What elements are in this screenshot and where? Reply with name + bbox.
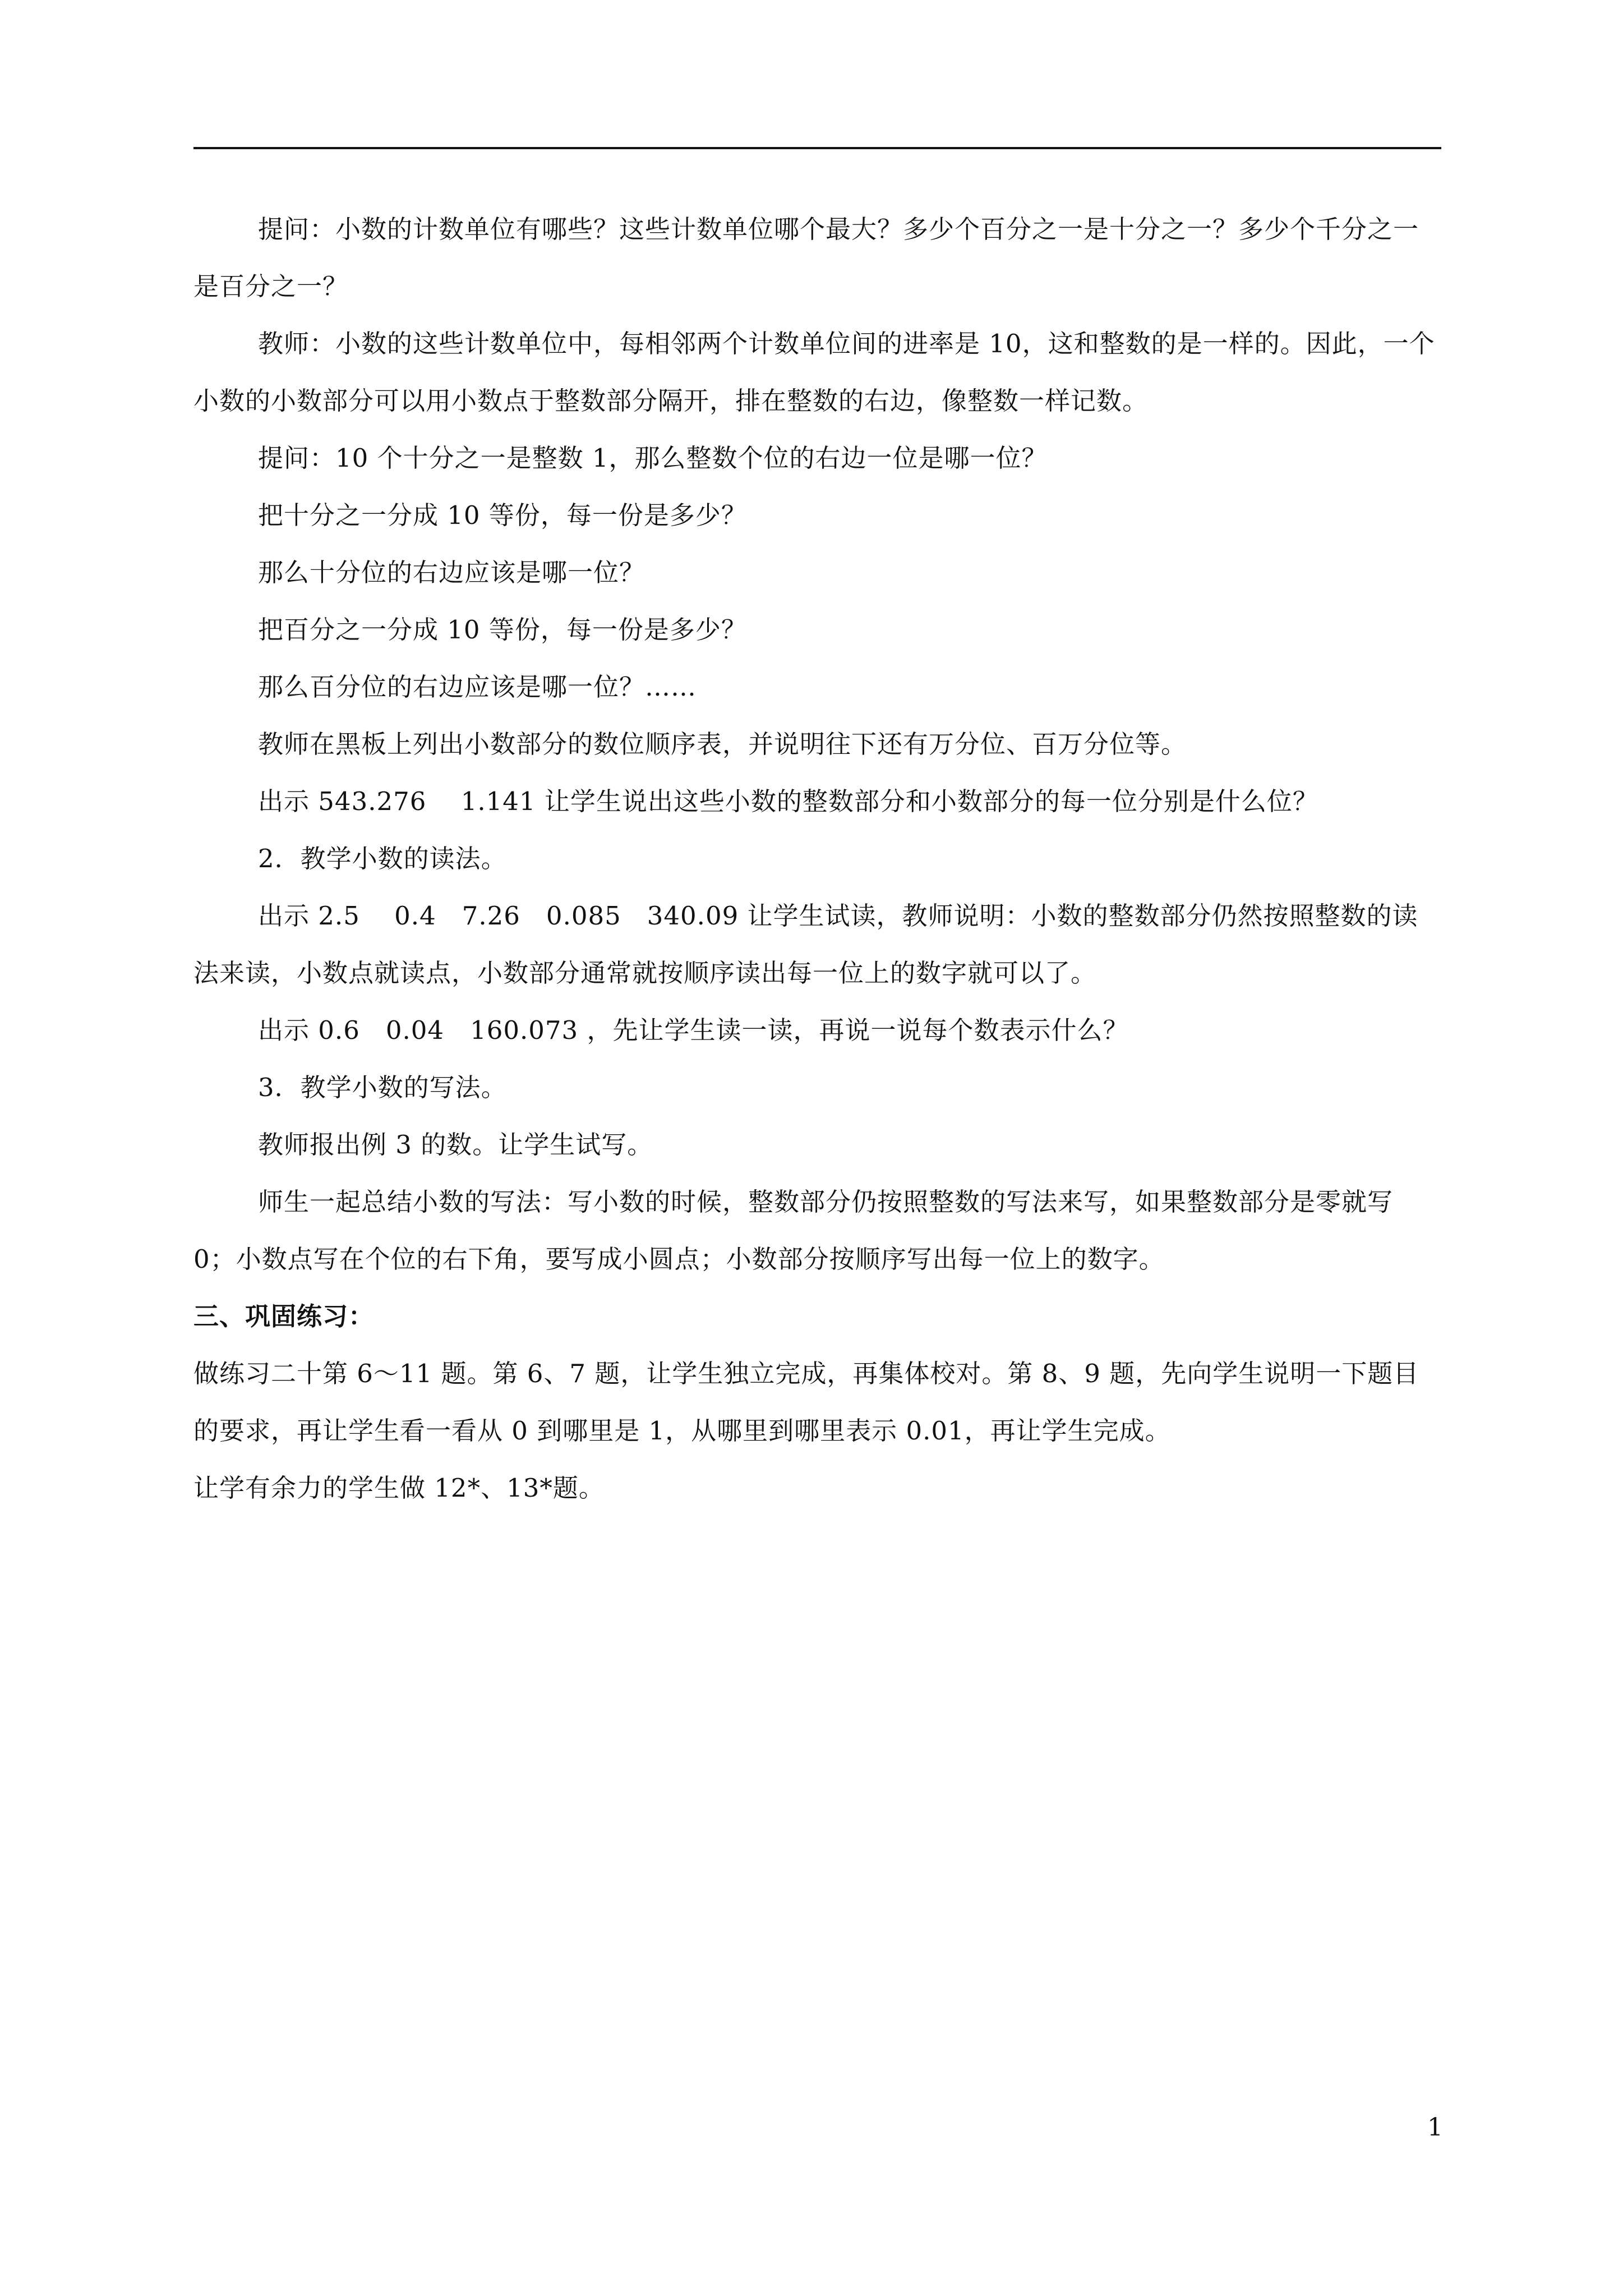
paragraph-writing-summary: 师生一起总结小数的写法：写小数的时候，整数部分仍按照整数的写法来写，如果整数部分是零就写 0；小数点写在个位的右下角，要写成小圆点；小数部分按顺序写出每一位上的数字。 [193, 1187, 1394, 1274]
paragraph-question-units: 提问：小数的计数单位有哪些？这些计数单位哪个最大？多少个百分之一是十分之一？多少个千分之一是百分之一？ [193, 214, 1419, 301]
paragraph-exercise-assignment: 做练习二十第 6～11 题。第 6、7 题，让学生独立完成，再集体校对。第 8、9 题，先向学生说明一下题目的要求，再让学生看一看从 0 到哪里是 1，从哪里到哪里表示 0.01，再让学生完成。 [193, 1359, 1419, 1446]
paragraph-writing-example: 教师报出例 3 的数。让学生试写。 [258, 1130, 653, 1159]
paragraph-extra-exercise: 让学有余力的学生做 12*、13*题。 [193, 1473, 605, 1503]
section-heading-practice: 三、巩固练习： [193, 1301, 375, 1331]
paragraph-teacher-explanation: 教师：小数的这些计数单位中，每相邻两个计数单位间的进率是 10，这和整数的是一样的。因此，一个小数的小数部分可以用小数点于整数部分隔开，排在整数的右边，像整数一样记数。 [193, 329, 1435, 416]
paragraph-place-value-table: 教师在黑板上列出小数部分的数位顺序表，并说明往下还有万分位、百万分位等。 [258, 729, 1187, 759]
paragraph-reading-title: 2．教学小数的读法。 [258, 844, 507, 873]
paragraph-show-examples: 出示 543.276 1.141 让学生说出这些小数的整数部分和小数部分的每一位分别是什么位？ [258, 786, 1318, 816]
paragraph-right-of-hundredths: 那么百分位的右边应该是哪一位？…… [258, 672, 697, 702]
document-body [193, 201, 1441, 1517]
paragraph-writing-title: 3．教学小数的写法。 [258, 1073, 507, 1102]
paragraph-split-hundredth: 把百分之一分成 10 等份，每一份是多少？ [258, 615, 747, 645]
paragraph-right-of-tenths: 那么十分位的右边应该是哪一位？ [258, 558, 645, 587]
paragraph-reading-examples: 出示 2.5 0.4 7.26 0.085 340.09 让学生试读，教师说明：小数的整数部分仍然按照整数的读法来读，小数点就读点，小数部分通常就按顺序读出每一位上的数字就可以了。 [193, 901, 1418, 988]
paragraph-split-tenth: 把十分之一分成 10 等份，每一份是多少？ [258, 500, 747, 530]
paragraph-reading-practice: 出示 0.6 0.04 160.073 ，先让学生读一读，再说一说每个数表示什么？ [258, 1015, 1129, 1045]
page-number: 1 [1427, 2113, 1443, 2142]
paragraph-question-tenths: 提问：10 个十分之一是整数 1，那么整数个位的右边一位是哪一位？ [258, 443, 1048, 473]
header-rule [193, 147, 1441, 149]
